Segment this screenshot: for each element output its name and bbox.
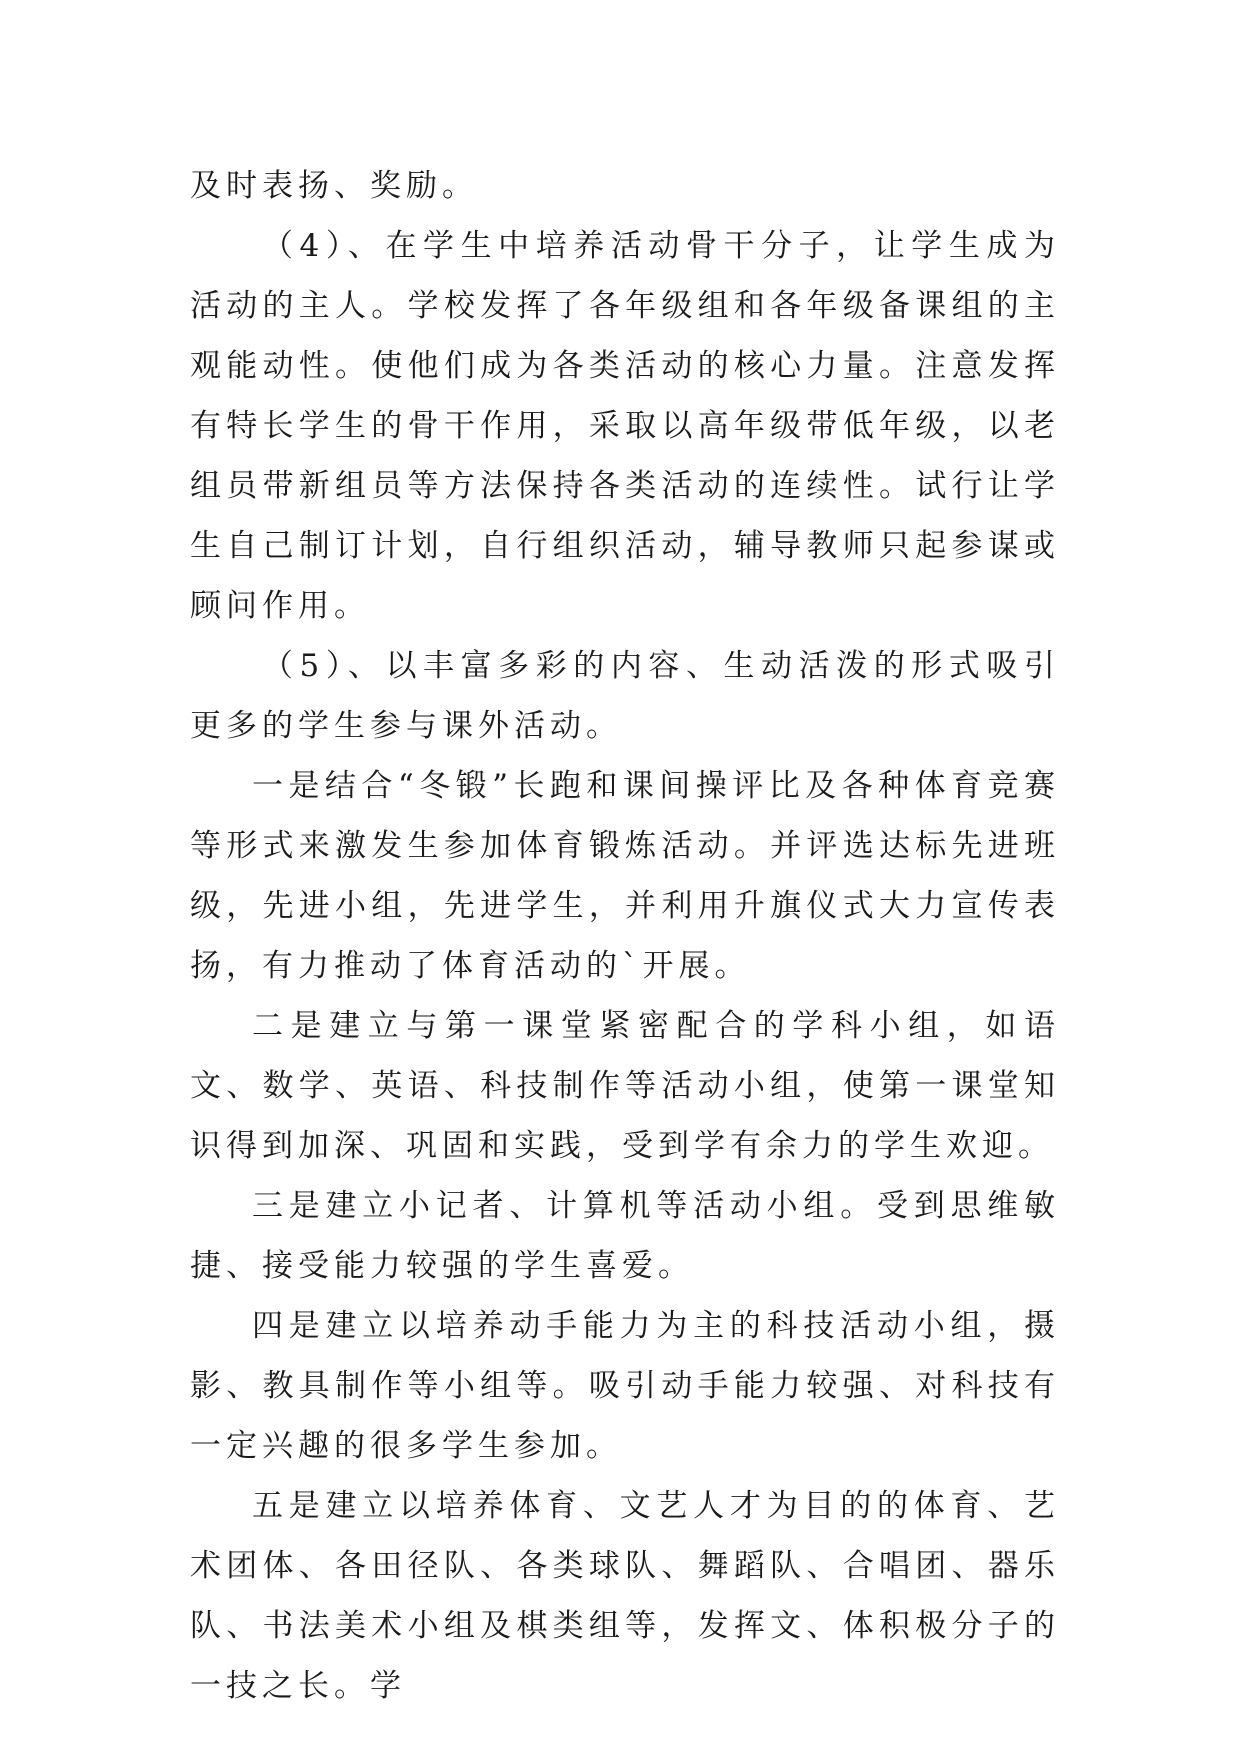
paragraph-point-one: 一是结合“冬锻”长跑和课间操评比及各种体育竞赛等形式来激发生参加体育锻炼活动。并评选达标先进班级，先进小组，先进学生，并利用升旗仪式大力宣传表扬，有力推动了体育活动的`开展。 xyxy=(190,768,1060,984)
paragraph-item-4: （4）、在学生中培养活动骨干分子，让学生成为活动的主人。学校发挥了各年级组和各年级备课组的主观能动性。使他们成为各类活动的核心力量。注意发挥有特长学生的骨干作用，采取以高年级带低年级，以老组员带新组员等方法保持各类活动的连续性。试行让学生自己制订计划，自行组织活动，辅导教师只起参谋或顾问作用。 xyxy=(190,228,1060,624)
paragraph-point-four: 四是建立以培养动手能力为主的科技活动小组，摄影、教具制作等小组等。吸引动手能力较强、对科技有一定兴趣的很多学生参加。 xyxy=(190,1308,1060,1464)
paragraph-point-two: 二是建立与第一课堂紧密配合的学科小组，如语文、数学、英语、科技制作等活动小组，使第一课堂知识得到加深、巩固和实践，受到学有余力的学生欢迎。 xyxy=(190,1008,1060,1164)
paragraph-item-5: （5）、以丰富多彩的内容、生动活泼的形式吸引更多的学生参与课外活动。 xyxy=(190,648,1060,744)
document-body xyxy=(190,156,1060,1716)
paragraph-continuation: 及时表扬、奖励。 xyxy=(190,168,478,204)
paragraph-point-three: 三是建立小记者、计算机等活动小组。受到思维敏捷、接受能力较强的学生喜爱。 xyxy=(190,1188,1060,1284)
paragraph-point-five: 五是建立以培养体育、文艺人才为目的的体育、艺术团体、各田径队、各类球队、舞蹈队、合唱团、器乐队、书法美术小组及棋类组等，发挥文、体积极分子的一技之长。学 xyxy=(190,1488,1060,1704)
